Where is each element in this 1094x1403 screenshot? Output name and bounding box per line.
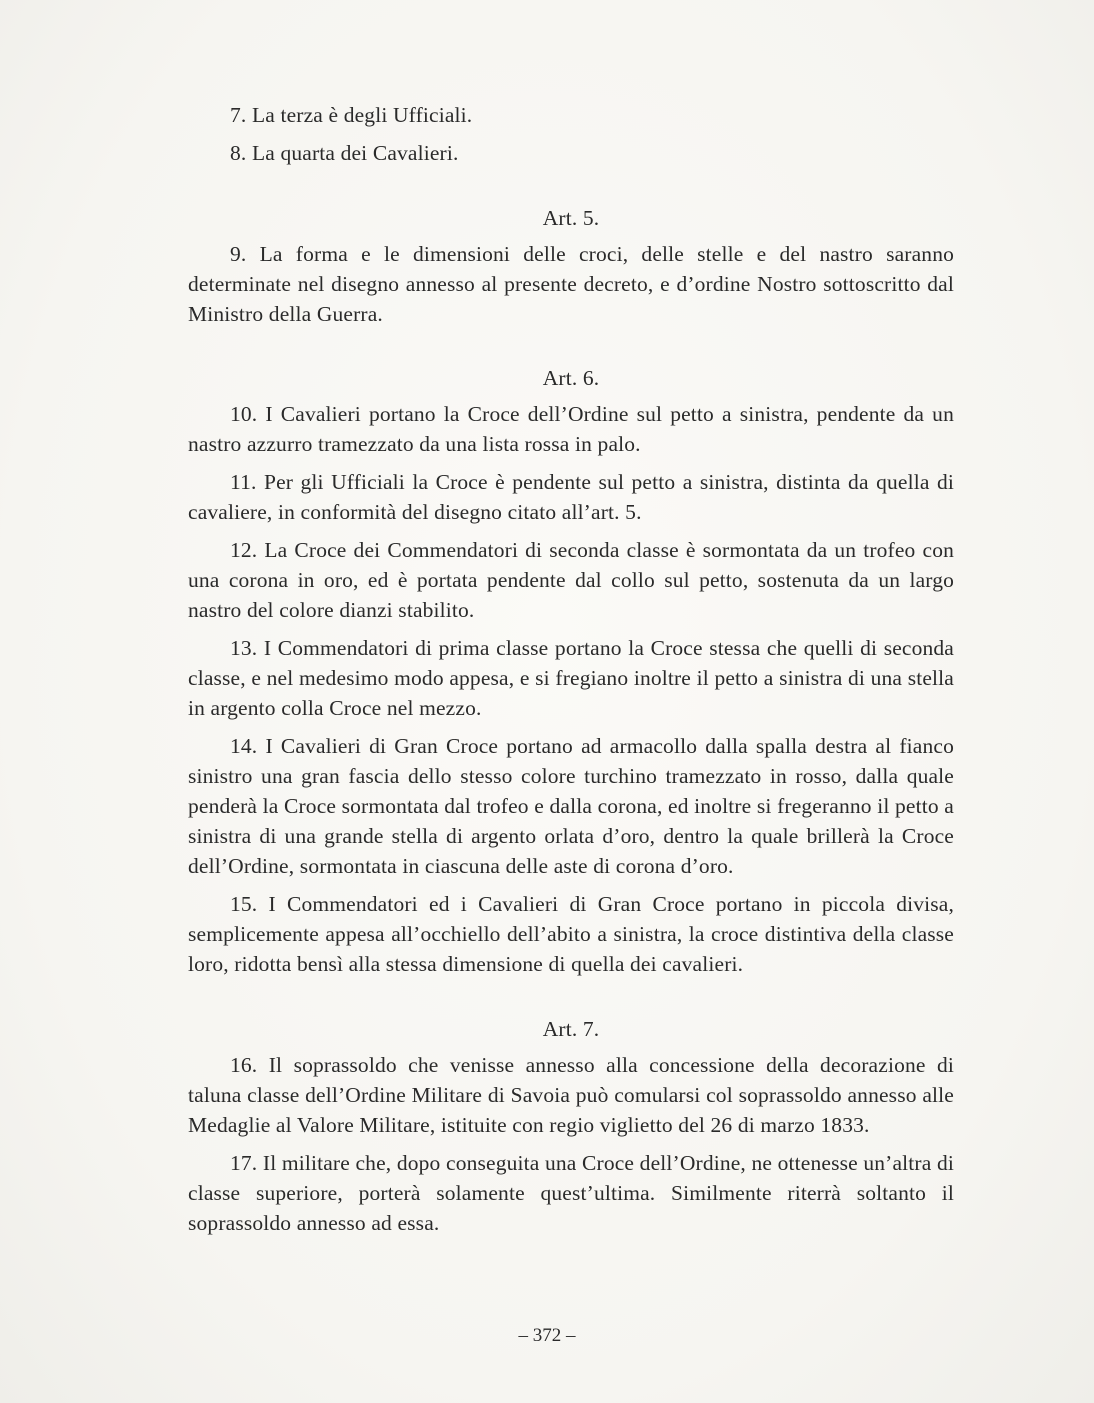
page-number: – 372 – — [518, 1325, 576, 1346]
article-7-heading: Art. 7. — [542, 1017, 600, 1041]
paragraph-7: 7. La terza è degli Ufficiali. — [230, 103, 473, 127]
article-5-heading: Art. 5. — [542, 206, 600, 230]
paragraph-16: 16. Il soprassoldo che venisse annesso alla concessione della decorazione di taluna classe dell’Ordine Militare di Savoia può comularsi col soprassoldo annesso alle Medaglie al Valore Militare, istituite con regio viglietto del 26 di marzo 1833. — [188, 1053, 954, 1137]
paragraph-9: 9. La forma e le dimensioni delle croci, delle stelle e del nastro saranno determinate nel disegno annesso al presente decreto, e d’ordine Nostro sottoscritto dal Ministro della Guerra. — [188, 242, 954, 326]
paragraph-8: 8. La quarta dei Cavalieri. — [230, 141, 459, 165]
paragraph-11: 11. Per gli Ufficiali la Croce è pendente sul petto a sinistra, distinta da quella di cavaliere, in conformità del disegno citato all’art. 5. — [188, 470, 954, 524]
body-text — [188, 100, 954, 1246]
paragraph-12: 12. La Croce dei Commendatori di seconda classe è sormontata da un trofeo con una corona in oro, ed è portata pendente dal collo sul petto, sostenuta da un largo nastro del colore dianzi stabilito. — [188, 538, 954, 622]
paragraph-13: 13. I Commendatori di prima classe portano la Croce stessa che quelli di seconda classe, e nel medesimo modo appesa, e si fregiano inoltre il petto a sinistra di una stella in argento colla Croce nel mezzo. — [188, 636, 954, 720]
paragraph-15: 15. I Commendatori ed i Cavalieri di Gran Croce portano in piccola divisa, semplicemente appesa all’occhiello dell’abito a sinistra, la croce distintiva della classe loro, ridotta bensì alla stessa dimensione di quella dei cavalieri. — [188, 892, 954, 976]
paragraph-14: 14. I Cavalieri di Gran Croce portano ad armacollo dalla spalla destra al fianco sinistro una gran fascia dello stesso colore turchino tramezzato in rosso, dalla quale penderà la Croce sormontata dal trofeo e dalla corona, ed inoltre si fregeranno il petto a sinistra di una grande stella di argento orlata d’oro, dentro la quale brillerà la Croce dell’Ordine, sormontata in ciascuna delle aste di corona d’oro. — [188, 734, 954, 878]
paragraph-17: 17. Il militare che, dopo conseguita una Croce dell’Ordine, ne ottenesse un’altra di classe superiore, porterà solamente quest’ultima. Similmente riterrà soltanto il soprassoldo annesso ad essa. — [188, 1151, 954, 1235]
article-6-heading: Art. 6. — [542, 366, 600, 390]
paragraph-10: 10. I Cavalieri portano la Croce dell’Ordine sul petto a sinistra, pendente da un nastro azzurro tramezzato da una lista rossa in palo. — [188, 402, 954, 456]
